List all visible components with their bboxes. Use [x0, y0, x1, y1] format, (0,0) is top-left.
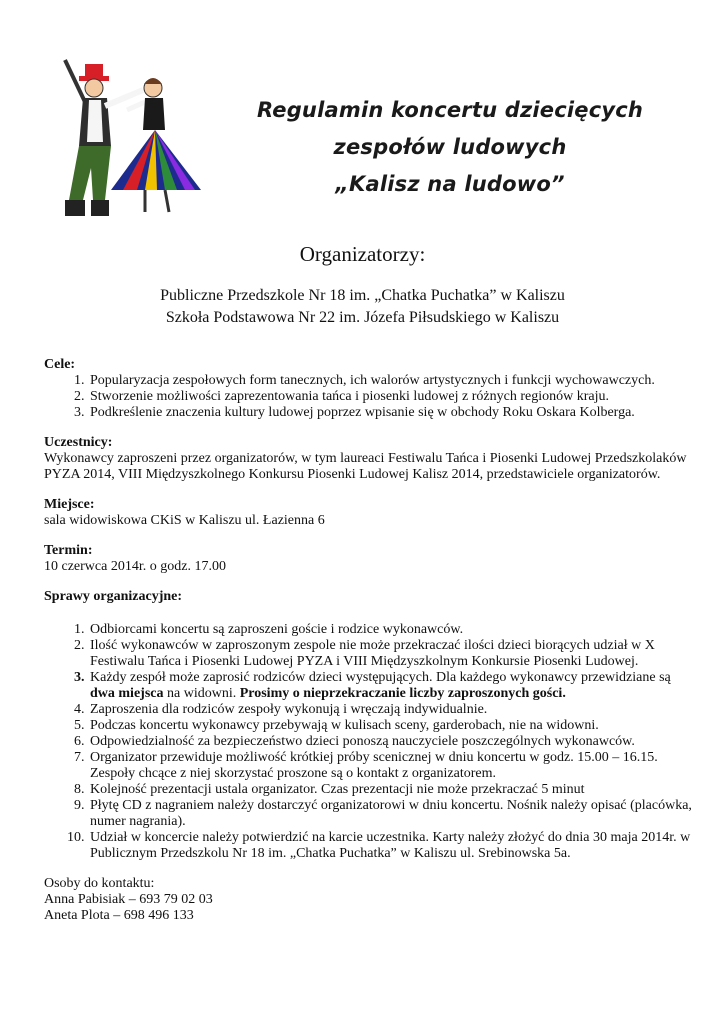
sprawy-item: 9. Płytę CD z nagraniem należy dostarczyć organizatorowi w dniu koncertu. Nośnik należy opisać (placówka, numer nagrania). — [88, 798, 694, 830]
sprawy-item3-text-c: na widowni. — [163, 686, 240, 701]
kontakt-person-2: Aneta Plota – 698 496 133 — [44, 908, 194, 923]
boy-pants — [69, 146, 111, 200]
sprawy-item3-bold-a: dwa miejsca — [90, 686, 164, 701]
sprawy-item: 2. Ilość wykonawców w zaproszonym zespole nie może przekraczać ilości dzieci biorących udział w X Festiwalu Tańca i Piosenki Ludowej PYZA i VIII Międzyszkolnym Konkursie Piosenki Ludowej. — [88, 638, 694, 670]
girl-arm — [127, 102, 145, 110]
title-line-3: „Kalisz na ludowo” — [335, 172, 565, 196]
kontakt-section — [44, 876, 694, 924]
boy-shirt — [87, 100, 103, 142]
termin-text: 10 czerwca 2014r. o godz. 17.00 — [44, 559, 226, 574]
sprawy-label: Sprawy organizacyjne: — [44, 589, 183, 604]
cele-section — [44, 357, 694, 421]
title-line-2: zespołów ludowych — [333, 135, 567, 159]
miejsce-label: Miejsce: — [44, 497, 95, 512]
document-body — [44, 357, 694, 924]
folk-dancers-illustration — [45, 50, 230, 235]
termin-section — [44, 543, 694, 575]
girl-bodice — [143, 98, 165, 130]
cele-list — [44, 373, 694, 421]
title-line-1: Regulamin koncertu dziecięcych — [256, 98, 644, 122]
sprawy-item3-text-a: Każdy zespół może zaprosić rodziców dzieci występujących. Dla każdego wykonawcy przewidziane są — [90, 670, 671, 685]
organizers-heading: Organizatorzy: — [299, 242, 426, 266]
sprawy-item: 1. Odbiorcami koncertu są zaproszeni goście i rodzice wykonawców. — [88, 622, 694, 638]
boy-boot-left — [65, 200, 85, 216]
sprawy-item: 10. Udział w koncercie należy potwierdzić na karcie uczestnika. Karty należy złożyć do dnia 30 maja 2014r. w Publicznym Przedszkolu Nr 18 im. „Chatka Puchatka” w Kaliszu ul. Srebinowska 5a. — [88, 830, 694, 862]
sprawy-item — [88, 670, 694, 702]
cele-item: 2. Stworzenie możliwości zaprezentowania tańca i piosenki ludowej z różnych regionów kraju. — [88, 389, 694, 405]
document-title — [230, 92, 670, 203]
sprawy-item3-bold-d: Prosimy o nieprzekraczanie liczby zaproszonych gości. — [239, 686, 566, 701]
boy-head — [85, 79, 103, 97]
sprawy-list — [44, 622, 694, 862]
cele-item: 1. Popularyzacja zespołowych form tanecznych, ich walorów artystycznych i funkcji wychowawczych. — [88, 373, 694, 389]
girl-leg-right — [165, 190, 169, 212]
miejsce-section — [44, 497, 694, 529]
cele-item: 3. Podkreślenie znaczenia kultury ludowej poprzez wpisanie się w obchody Roku Oskara Kolberga. — [88, 405, 694, 421]
sprawy-item: 7. Organizator przewiduje możliwość krótkiej próby scenicznej w dniu koncertu w godz. 15.00 – 16.15. Zespoły chcące z niej skorzystać proszone są o kontakt z organizatorem. — [88, 750, 694, 782]
uczestnicy-section — [44, 435, 694, 483]
sprawy-item: 6. Odpowiedzialność za bezpieczeństwo dzieci ponoszą nauczyciele poszczególnych wykonawców. — [88, 734, 694, 750]
kontakt-label: Osoby do kontaktu: — [44, 876, 155, 891]
uczestnicy-text: Wykonawcy zaproszeni przez organizatorów, w tym laureaci Festiwalu Tańca i Piosenki Ludowej Przedszkolaków PYZA 2014, VIII Międzyszkolnego Konkursu Piosenki Ludowej Kalisz 2014, przedstawiciele organizatorów. — [44, 451, 687, 482]
kontakt-person-1: Anna Pabisiak – 693 79 02 03 — [44, 892, 213, 907]
sprawy-section — [44, 589, 694, 862]
miejsce-text: sala widowiskowa CKiS w Kaliszu ul. Łazienna 6 — [44, 513, 325, 528]
cele-label: Cele: — [44, 357, 76, 372]
sprawy-item: 8. Kolejność prezentacji ustala organizator. Czas prezentacji nie może przekraczać 5 minut — [88, 782, 694, 798]
boy-boot-right — [91, 200, 109, 216]
termin-label: Termin: — [44, 543, 93, 558]
uczestnicy-label: Uczestnicy: — [44, 435, 113, 450]
boy-hat — [85, 64, 103, 78]
organizer-line-2: Szkoła Podstawowa Nr 22 im. Józefa Piłsudskiego w Kaliszu — [165, 309, 560, 326]
sprawy-item: 4. Zaproszenia dla rodziców zespoły wykonują i wręczają indywidualnie. — [88, 702, 694, 718]
sprawy-item: 5. Podczas koncertu wykonawcy przebywają w kulisach sceny, garderobach, nie na widowni. — [88, 718, 694, 734]
girl-hair — [144, 78, 162, 84]
organizer-line-1: Publiczne Przedszkole Nr 18 im. „Chatka Puchatka” w Kaliszu — [160, 287, 565, 304]
